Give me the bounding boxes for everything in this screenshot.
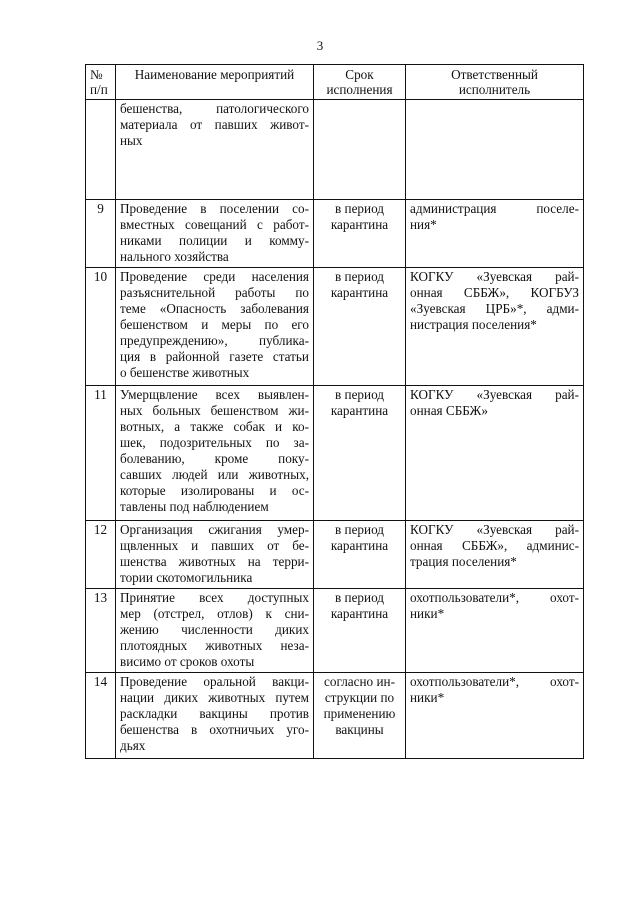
row-term-cell: [314, 100, 406, 200]
row-number-cell: 12: [86, 521, 116, 589]
page-number: 3: [316, 38, 324, 53]
measure-name-line: мер (отстрел, отлов) к сни-: [120, 606, 309, 621]
header-responsible: [406, 65, 584, 100]
responsible-line: охотпользователи*, охот-: [410, 674, 579, 689]
row-number-cell: 13: [86, 589, 116, 673]
table-body: [86, 100, 584, 759]
row-name-cell: [116, 200, 314, 268]
row-number-cell: [86, 100, 116, 200]
header-name-text: Наименование мероприятий: [134, 67, 295, 82]
measure-name-line: ция в районной газете статьи: [120, 349, 309, 364]
measure-name-line: тории скотомогильника: [120, 570, 253, 585]
measure-name-line: никами полиции и комму-: [120, 233, 309, 248]
measure-name-line: материала от павших живот-: [120, 117, 309, 132]
measure-name-line: теме «Опасность заболевания: [120, 301, 309, 316]
measure-name-line: шек, подозрительных по за-: [120, 435, 309, 450]
row-name-cell: [116, 100, 314, 200]
term-line: в период: [334, 269, 384, 284]
measure-name-line: Умерщвление всех выявлен-: [120, 387, 309, 402]
header-term: [314, 65, 406, 100]
measure-name-line: нации диких животных путем: [120, 690, 309, 705]
responsible-line: ния*: [410, 217, 437, 232]
header-number-line-2: п/п: [90, 82, 108, 97]
measure-name-line: Проведение в поселении со-: [120, 201, 309, 216]
row-resp-cell: [406, 386, 584, 521]
row-term-cell: [314, 268, 406, 386]
measure-name-line: дьях: [120, 738, 146, 753]
measure-name-line: шенства животных на терри-: [120, 554, 309, 569]
row-resp-cell: [406, 268, 584, 386]
term-line: карантина: [330, 403, 389, 418]
responsible-line: онная СББЖ»: [410, 403, 488, 418]
measure-name-line: нального хозяйства: [120, 249, 229, 264]
responsible-line: трация поселения*: [410, 554, 517, 569]
row-resp-cell: [406, 521, 584, 589]
measure-name-line: бешенства, патологического: [120, 101, 309, 116]
measure-name-line: Принятие всех доступных: [120, 590, 309, 605]
row-name-cell: [116, 386, 314, 521]
term-line: в период: [334, 201, 384, 216]
responsible-line: ники*: [410, 606, 445, 621]
measure-name-line: болеванию, кроме поку-: [120, 451, 309, 466]
measure-name-line: ных: [120, 133, 143, 148]
row-term-cell: [314, 200, 406, 268]
measure-name-line: вместных совещаний с работ-: [120, 217, 309, 232]
measure-name-line: которые изолированы и ос-: [120, 483, 309, 498]
measure-name-line: щвленных и павших от бе-: [120, 538, 309, 553]
measure-name-line: о бешенстве животных: [120, 365, 250, 380]
table-row: [86, 673, 584, 759]
row-number-cell: 11: [86, 386, 116, 521]
row-term-cell: [314, 521, 406, 589]
row-name-cell: [116, 673, 314, 759]
row-name-cell: [116, 521, 314, 589]
row-resp-cell: [406, 200, 584, 268]
measure-name-line: жению численности диких: [120, 622, 309, 637]
table-row: [86, 200, 584, 268]
responsible-line: онная СББЖ», КОГБУЗ: [410, 285, 579, 300]
header-term-line-1: Срок: [345, 67, 374, 82]
row-term-cell: [314, 386, 406, 521]
header-number: [86, 65, 116, 100]
row-term-cell: [314, 673, 406, 759]
table-row: [86, 589, 584, 673]
row-term-cell: [314, 589, 406, 673]
responsible-line: администрация поселе-: [410, 201, 579, 216]
table-header-row: [86, 65, 584, 100]
term-line: вакцины: [335, 722, 384, 737]
row-resp-cell: [406, 100, 584, 200]
term-line: струкции по: [324, 690, 395, 705]
row-resp-cell: [406, 673, 584, 759]
measure-name-line: Проведение оральной вакци-: [120, 674, 309, 689]
measure-name-line: Организация сжигания умер-: [120, 522, 309, 537]
term-line: применению: [323, 706, 396, 721]
measures-table: [85, 64, 584, 759]
measure-name-line: Проведение среди населения: [120, 269, 309, 284]
row-name-cell: [116, 589, 314, 673]
row-number-cell: 10: [86, 268, 116, 386]
measure-name-line: плотоядных животных неза-: [120, 638, 309, 653]
header-responsible-line-1: Ответственный: [451, 67, 538, 82]
header-name: [116, 65, 314, 100]
responsible-line: охотпользователи*, охот-: [410, 590, 579, 605]
responsible-line: КОГКУ «Зуевская рай-: [410, 387, 579, 402]
header-term-line-2: исполнения: [326, 82, 393, 97]
responsible-line: «Зуевская ЦРБ»*, адми-: [410, 301, 579, 316]
row-number-cell: 9: [86, 200, 116, 268]
row-resp-cell: [406, 589, 584, 673]
responsible-line: ники*: [410, 690, 445, 705]
responsible-line: КОГКУ «Зуевская рай-: [410, 522, 579, 537]
measure-name-line: разъяснительной работы по: [120, 285, 309, 300]
term-line: карантина: [330, 606, 389, 621]
measure-name-line: ных больных бешенством жи-: [120, 403, 309, 418]
term-line: карантина: [330, 217, 389, 232]
measure-name-line: тавлены под наблюдением: [120, 499, 269, 514]
term-line: карантина: [330, 538, 389, 553]
measure-name-line: висимо от сроков охоты: [120, 654, 255, 669]
term-line: в период: [334, 387, 384, 402]
measure-name-line: раскладки вакцины против: [120, 706, 309, 721]
measure-name-line: бешенством и меры по его: [120, 317, 309, 332]
table-row: [86, 386, 584, 521]
measure-name-line: вотных, а также собак и ко-: [120, 419, 309, 434]
responsible-line: КОГКУ «Зуевская рай-: [410, 269, 579, 284]
measure-name-line: бешенства в охотничьих уго-: [120, 722, 309, 737]
table-row: [86, 521, 584, 589]
measure-name-line: савших людей или животных,: [120, 467, 309, 482]
term-line: согласно ин-: [324, 674, 395, 689]
row-number-cell: 14: [86, 673, 116, 759]
table-row: [86, 268, 584, 386]
table-row: [86, 100, 584, 200]
row-name-cell: [116, 268, 314, 386]
measure-name-line: предупреждению», публика-: [120, 333, 309, 348]
header-number-line-1: №: [90, 67, 103, 82]
term-line: в период: [334, 522, 384, 537]
term-line: в период: [334, 590, 384, 605]
header-responsible-line-2: исполнитель: [458, 82, 531, 97]
term-line: карантина: [330, 285, 389, 300]
responsible-line: онная СББЖ», админис-: [410, 538, 579, 553]
responsible-line: нистрация поселения*: [410, 317, 537, 332]
